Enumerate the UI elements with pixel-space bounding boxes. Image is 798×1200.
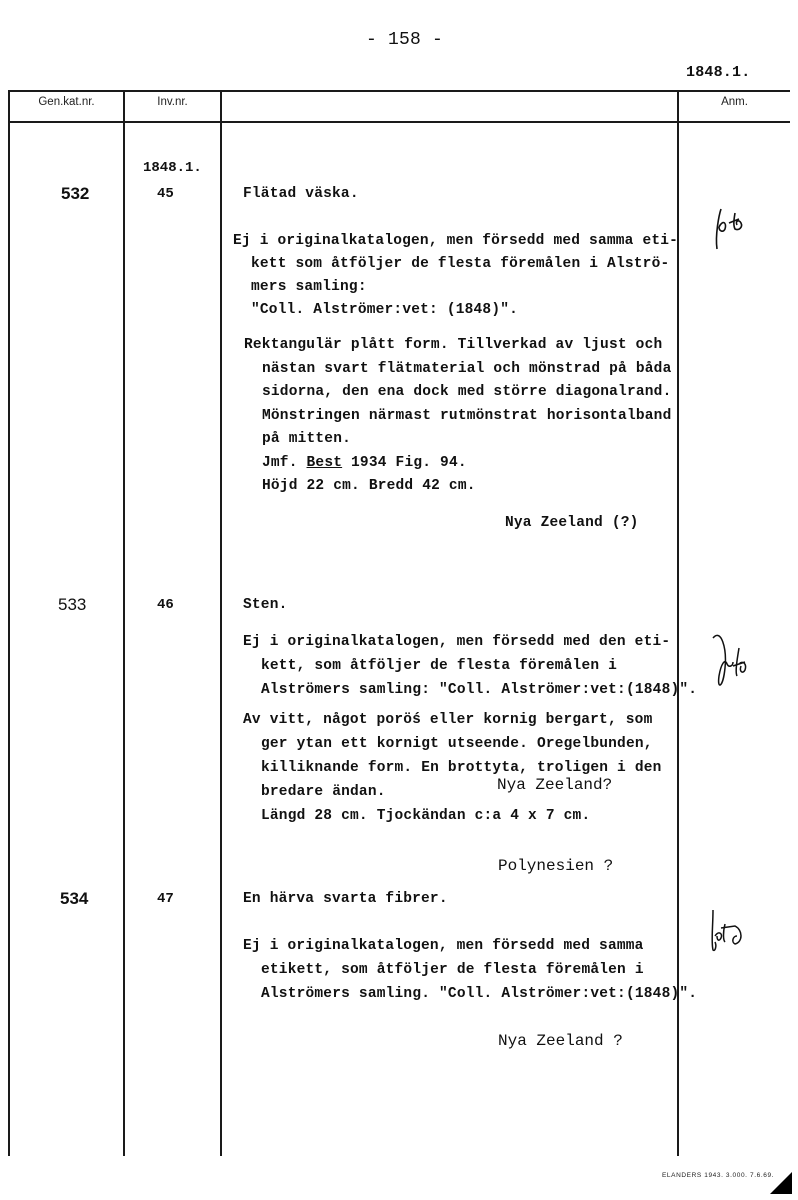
collection-ref: 1848.1. (143, 160, 202, 176)
text-line: Ej i originalkatalogen, men försedd med den eti- (243, 634, 671, 650)
corner-marker-icon (770, 1172, 792, 1194)
column-header-gen-kat-nr: Gen.kat.nr. (38, 96, 95, 108)
foto-signature-icon (705, 628, 765, 698)
text-line: Av vitt, något poröś eller kornig bergart, som (243, 712, 653, 728)
dimensions: Höjd 22 cm. Bredd 42 cm. (262, 478, 476, 494)
entry-paragraph (243, 630, 697, 702)
text-line: bredare ändan. (261, 784, 386, 800)
header-collection-ref: 1848.1. (686, 64, 751, 81)
entry-paragraph (243, 708, 662, 828)
printer-mark: ELANDERS 1943. 3.000. 7.6.69. (662, 1172, 775, 1179)
reference-detail: 1934 Fig. 94. (351, 454, 467, 471)
text-line: Alströmers samling: "Coll. Alströmer:vet:(1848)". (261, 682, 698, 698)
entry-title: En härva svarta fibrer. (243, 891, 448, 907)
reference-prefix: Jmf. (262, 454, 298, 471)
entry-title: Sten. (243, 597, 288, 613)
text-line: Mönstringen närmast rutmönstrat horisontalband (262, 407, 672, 424)
column-header-anm: Anm. (721, 96, 748, 108)
text-line: Alströmers samling. "Coll. Alströmer:vet:(1848)". (261, 986, 698, 1002)
foto-signature-icon (705, 906, 755, 956)
column-header-inv-nr: Inv.nr. (157, 96, 188, 108)
text-line: kett, som åtföljer de flesta föremålen i (261, 658, 618, 674)
text-line: sidorna, den ena dock med större diagonalrand. (262, 384, 672, 400)
entry-paragraph (233, 230, 678, 322)
inv-nr: 47 (157, 891, 174, 907)
inserted-origin-note: Nya Zeeland? (497, 776, 613, 794)
table-top-rule (8, 90, 790, 92)
text-line: nästan svart flätmaterial och mönstrad på båda (262, 360, 672, 377)
column-divider-inv-desc (220, 90, 222, 1156)
text-line: etikett, som åtföljer de flesta föremålen i (261, 962, 644, 978)
column-divider-left (8, 90, 10, 1156)
page-number: - 158 - (366, 30, 444, 50)
text-line: Ej i originalkatalogen, men försedd med samma (243, 938, 644, 954)
column-divider-gen-inv (123, 90, 125, 1156)
inv-nr: 46 (157, 597, 174, 613)
origin: Polynesien ? (498, 857, 614, 875)
text-line: Ej i originalkatalogen, men försedd med samma eti- (233, 233, 679, 249)
text-line: Rektangulär plått form. Tillverkad av ljust och (244, 337, 663, 353)
text-line: kett som åtföljer de flesta föremålen i Alströ- (251, 256, 670, 272)
reference-author: Best (306, 454, 343, 471)
inv-nr: 45 (157, 186, 174, 202)
origin: Nya Zeeland (?) (505, 515, 639, 531)
origin: Nya Zeeland ? (498, 1032, 623, 1050)
text-line: ger ytan ett kornigt utseende. Oregelbunden, (261, 736, 653, 752)
text-line: killiknande form. En brottyta, troligen i den (261, 760, 662, 776)
text-line: på mitten. (262, 431, 352, 447)
table-header-rule (8, 121, 790, 123)
gen-kat-nr: 532 (61, 184, 90, 203)
entry-paragraph (243, 934, 697, 1006)
entry-paragraph (244, 334, 671, 499)
dimensions: Längd 28 cm. Tjockändan c:a 4 x 7 cm. (261, 808, 591, 824)
text-line: mers samling: (251, 279, 367, 295)
reference-line (244, 452, 671, 476)
gen-kat-nr: 533 (58, 595, 87, 614)
entry-title: Flätad väska. (243, 186, 359, 202)
gen-kat-nr: 534 (60, 889, 89, 908)
text-line: "Coll. Alströmer:vet: (1848)". (251, 302, 519, 318)
foto-signature-icon (705, 205, 765, 255)
